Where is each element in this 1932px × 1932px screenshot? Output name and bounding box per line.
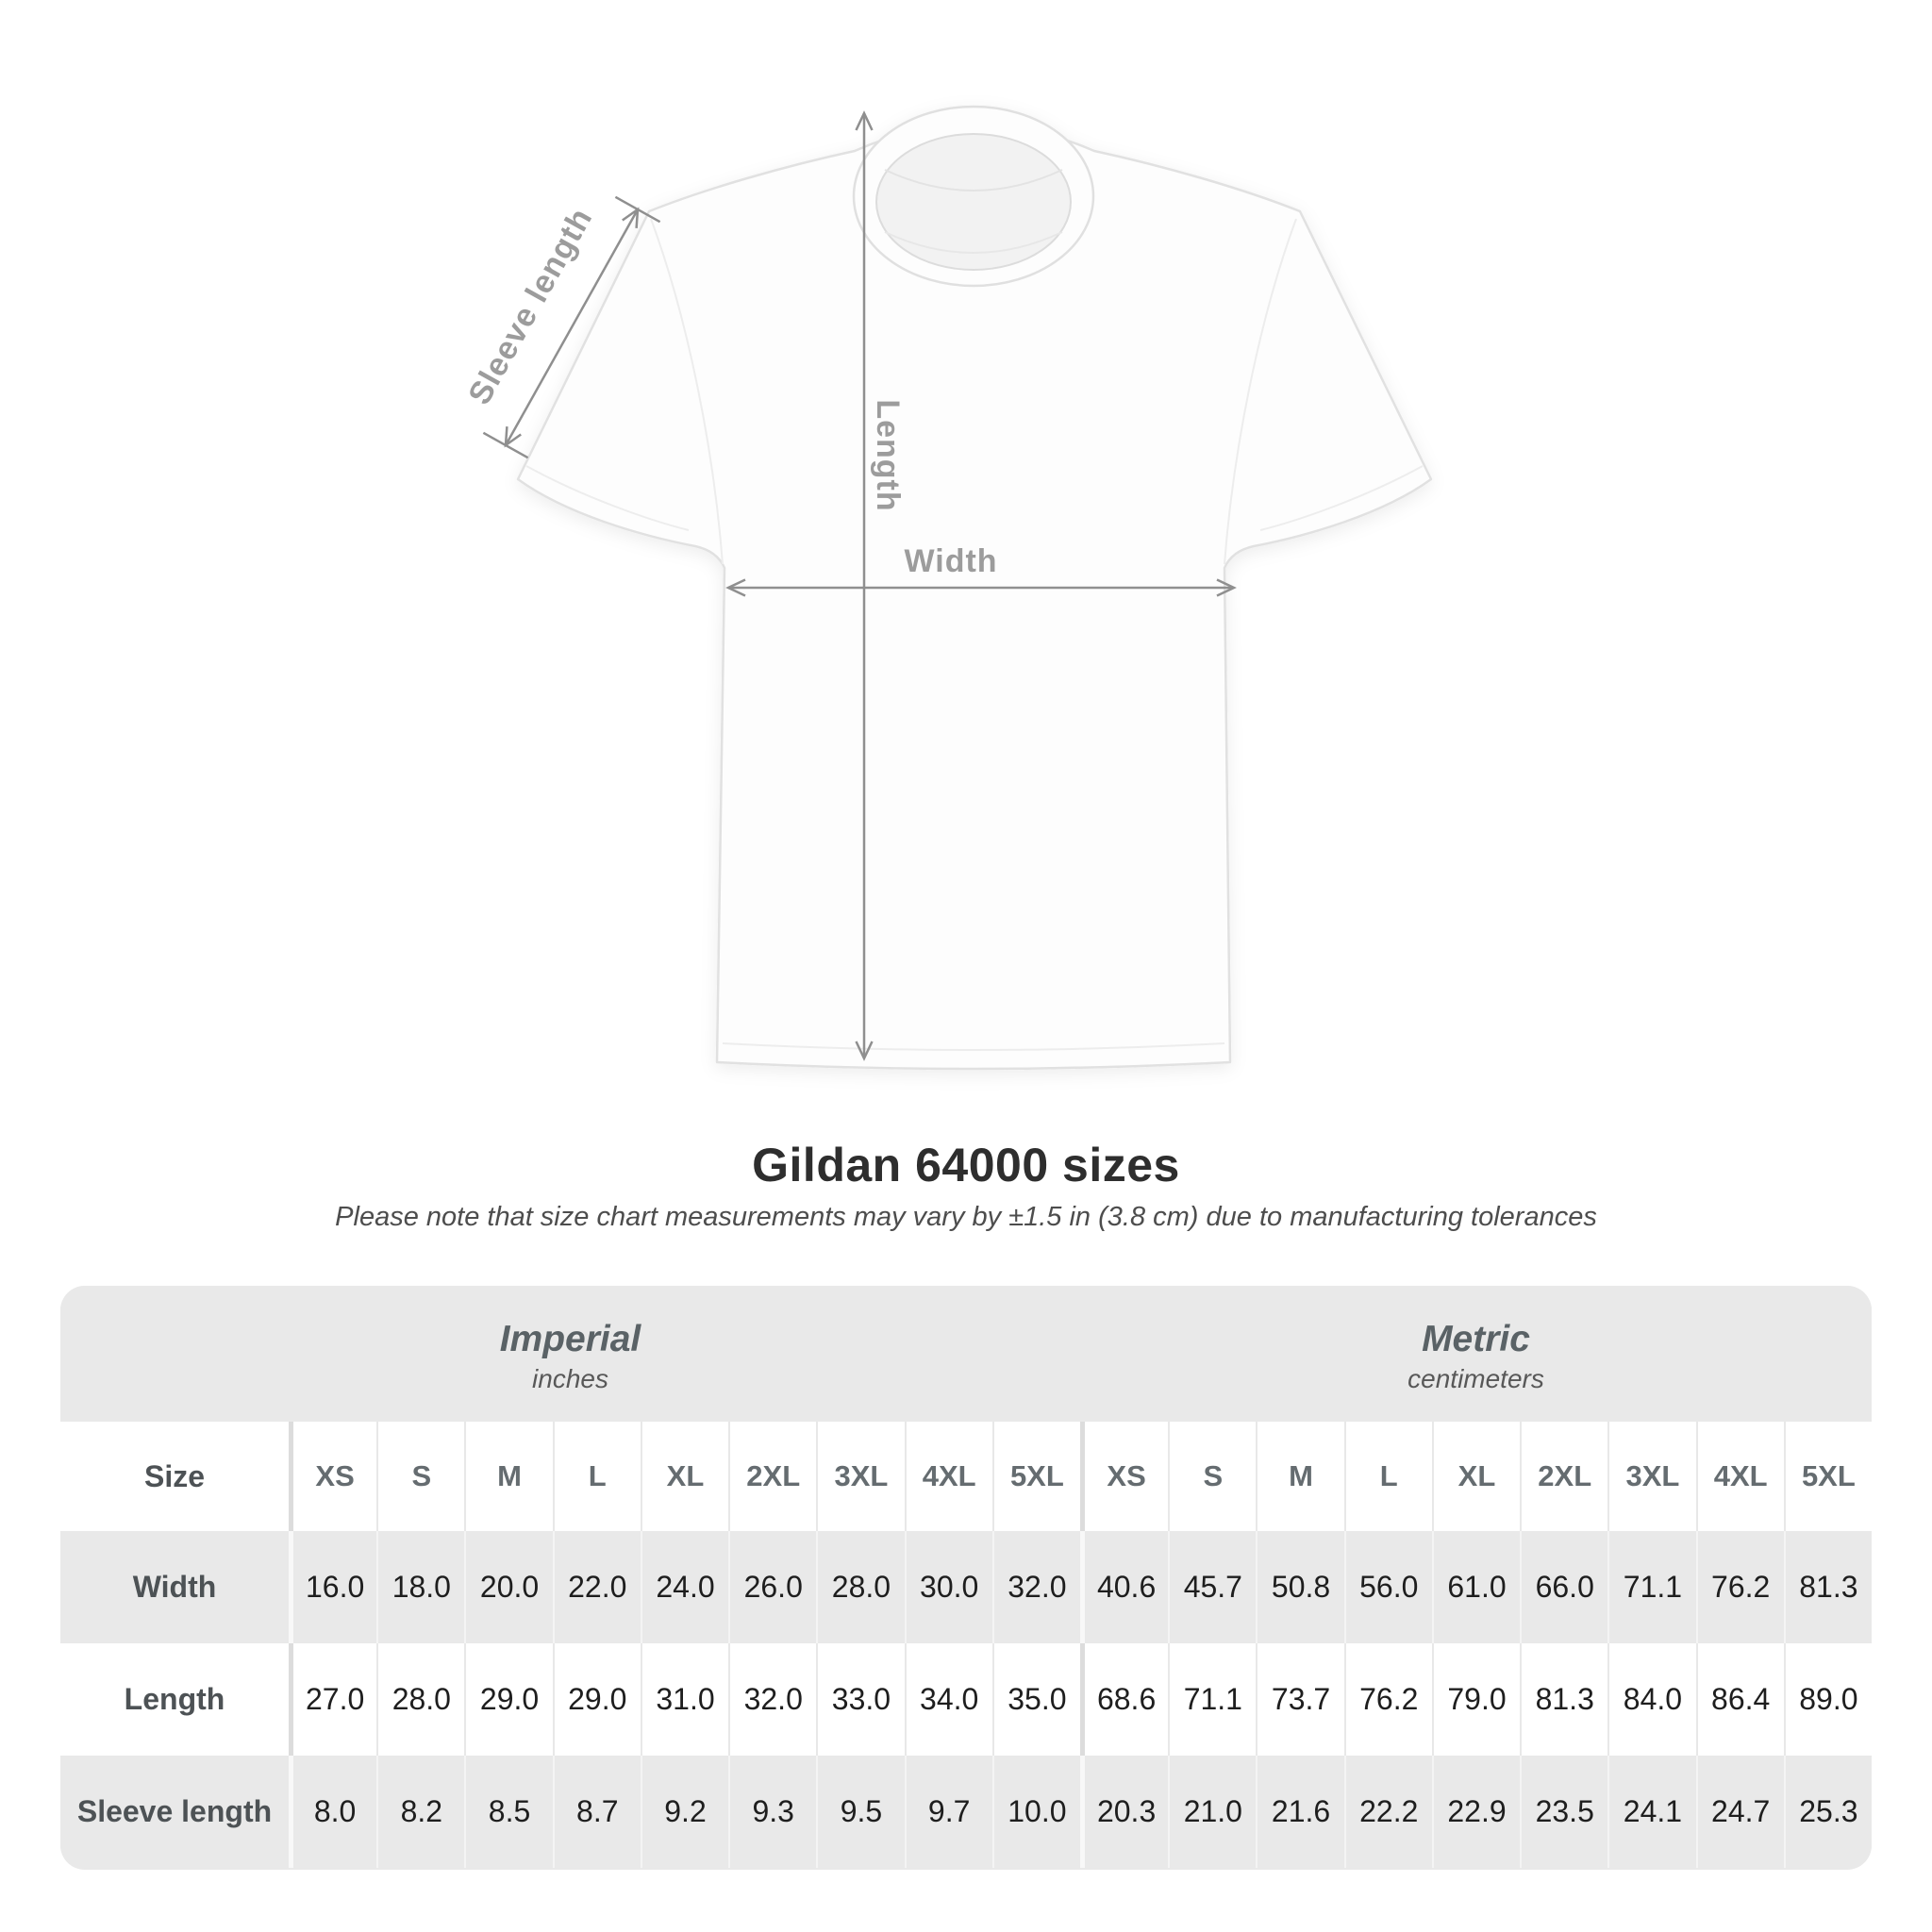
cell-width-imperial-5xl: 32.0 <box>992 1531 1080 1643</box>
width-label: Width <box>904 543 998 579</box>
cell-length-metric-l: 76.2 <box>1344 1643 1432 1756</box>
cell-width-imperial-m: 20.0 <box>464 1531 552 1643</box>
metric-section-title: Metric <box>1422 1319 1530 1359</box>
size-header-metric-s: S <box>1168 1422 1256 1531</box>
cell-length-imperial-3xl: 33.0 <box>816 1643 904 1756</box>
cell-length-imperial-2xl: 32.0 <box>728 1643 816 1756</box>
cell-sleeve-length-imperial-5xl: 10.0 <box>992 1756 1080 1868</box>
size-header-imperial-s: S <box>376 1422 464 1531</box>
cell-length-metric-s: 71.1 <box>1168 1643 1256 1756</box>
size-header-metric-5xl: 5XL <box>1784 1422 1872 1531</box>
cell-sleeve-length-imperial-xl: 9.2 <box>641 1756 728 1868</box>
page-title: Gildan 64000 sizes <box>752 1139 1180 1191</box>
cell-sleeve-length-imperial-2xl: 9.3 <box>728 1756 816 1868</box>
size-header-metric-4xl: 4XL <box>1696 1422 1784 1531</box>
size-header-metric-xl: XL <box>1432 1422 1520 1531</box>
row-label-length: Length <box>60 1643 289 1756</box>
cell-length-metric-m: 73.7 <box>1256 1643 1343 1756</box>
cell-width-imperial-s: 18.0 <box>376 1531 464 1643</box>
size-header-metric-xs: XS <box>1080 1422 1168 1531</box>
cell-sleeve-length-metric-s: 21.0 <box>1168 1756 1256 1868</box>
cell-width-imperial-2xl: 26.0 <box>728 1531 816 1643</box>
cell-sleeve-length-metric-m: 21.6 <box>1256 1756 1343 1868</box>
size-header-imperial-m: M <box>464 1422 552 1531</box>
cell-width-metric-3xl: 71.1 <box>1607 1531 1695 1643</box>
size-header-metric-m: M <box>1256 1422 1343 1531</box>
cell-sleeve-length-metric-2xl: 23.5 <box>1520 1756 1607 1868</box>
size-header-metric-2xl: 2XL <box>1520 1422 1607 1531</box>
cell-width-metric-m: 50.8 <box>1256 1531 1343 1643</box>
metric-section-header <box>1080 1286 1872 1422</box>
cell-length-imperial-xl: 31.0 <box>641 1643 728 1756</box>
cell-width-imperial-4xl: 30.0 <box>905 1531 992 1643</box>
cell-length-imperial-5xl: 35.0 <box>992 1643 1080 1756</box>
cell-sleeve-length-imperial-4xl: 9.7 <box>905 1756 992 1868</box>
size-header-metric-3xl: 3XL <box>1607 1422 1695 1531</box>
cell-length-metric-5xl: 89.0 <box>1784 1643 1872 1756</box>
cell-width-imperial-xs: 16.0 <box>289 1531 376 1643</box>
size-header-imperial-4xl: 4XL <box>905 1422 992 1531</box>
cell-width-metric-5xl: 81.3 <box>1784 1531 1872 1643</box>
cell-length-imperial-l: 29.0 <box>553 1643 641 1756</box>
cell-width-metric-xs: 40.6 <box>1080 1531 1168 1643</box>
imperial-section-title: Imperial <box>499 1319 641 1359</box>
size-table-grid <box>60 1422 1872 1868</box>
size-header-imperial-xl: XL <box>641 1422 728 1531</box>
cell-sleeve-length-metric-l: 22.2 <box>1344 1756 1432 1868</box>
cell-sleeve-length-metric-4xl: 24.7 <box>1696 1756 1784 1868</box>
size-header-imperial-2xl: 2XL <box>728 1422 816 1531</box>
size-header-metric-l: L <box>1344 1422 1432 1531</box>
row-label-sleeve-length: Sleeve length <box>60 1756 289 1868</box>
cell-width-metric-4xl: 76.2 <box>1696 1531 1784 1643</box>
cell-width-metric-s: 45.7 <box>1168 1531 1256 1643</box>
tshirt-collar <box>854 107 1093 286</box>
size-row-label: Size <box>60 1422 289 1531</box>
size-header-imperial-l: L <box>553 1422 641 1531</box>
length-label: Length <box>870 399 906 512</box>
unit-section-header <box>60 1286 1872 1422</box>
imperial-section-unit: inches <box>532 1364 608 1393</box>
cell-width-metric-2xl: 66.0 <box>1520 1531 1607 1643</box>
size-header-imperial-3xl: 3XL <box>816 1422 904 1531</box>
cell-length-metric-2xl: 81.3 <box>1520 1643 1607 1756</box>
cell-length-imperial-4xl: 34.0 <box>905 1643 992 1756</box>
cell-length-metric-xl: 79.0 <box>1432 1643 1520 1756</box>
cell-sleeve-length-metric-3xl: 24.1 <box>1607 1756 1695 1868</box>
size-table <box>60 1286 1872 1870</box>
cell-width-metric-l: 56.0 <box>1344 1531 1432 1643</box>
cell-width-imperial-3xl: 28.0 <box>816 1531 904 1643</box>
size-header-imperial-5xl: 5XL <box>992 1422 1080 1531</box>
row-label-width: Width <box>60 1531 289 1643</box>
cell-sleeve-length-imperial-s: 8.2 <box>376 1756 464 1868</box>
cell-length-imperial-s: 28.0 <box>376 1643 464 1756</box>
imperial-section-header <box>60 1286 1080 1422</box>
cell-width-metric-xl: 61.0 <box>1432 1531 1520 1643</box>
cell-sleeve-length-imperial-3xl: 9.5 <box>816 1756 904 1868</box>
cell-width-imperial-xl: 24.0 <box>641 1531 728 1643</box>
cell-sleeve-length-imperial-xs: 8.0 <box>289 1756 376 1868</box>
cell-sleeve-length-imperial-l: 8.7 <box>553 1756 641 1868</box>
sleeve-length-label: Sleeve length <box>461 202 600 411</box>
metric-section-unit: centimeters <box>1407 1364 1544 1393</box>
cell-length-imperial-xs: 27.0 <box>289 1643 376 1756</box>
cell-sleeve-length-metric-xl: 22.9 <box>1432 1756 1520 1868</box>
cell-sleeve-length-metric-xs: 20.3 <box>1080 1756 1168 1868</box>
cell-length-imperial-m: 29.0 <box>464 1643 552 1756</box>
cell-sleeve-length-metric-5xl: 25.3 <box>1784 1756 1872 1868</box>
tolerance-note: Please note that size chart measurements may vary by ±1.5 in (3.8 cm) due to manufacturing tolerances <box>335 1202 1597 1232</box>
cell-length-metric-xs: 68.6 <box>1080 1643 1168 1756</box>
cell-width-imperial-l: 22.0 <box>553 1531 641 1643</box>
size-header-imperial-xs: XS <box>289 1422 376 1531</box>
cell-sleeve-length-imperial-m: 8.5 <box>464 1756 552 1868</box>
cell-length-metric-4xl: 86.4 <box>1696 1643 1784 1756</box>
cell-length-metric-3xl: 84.0 <box>1607 1643 1695 1756</box>
